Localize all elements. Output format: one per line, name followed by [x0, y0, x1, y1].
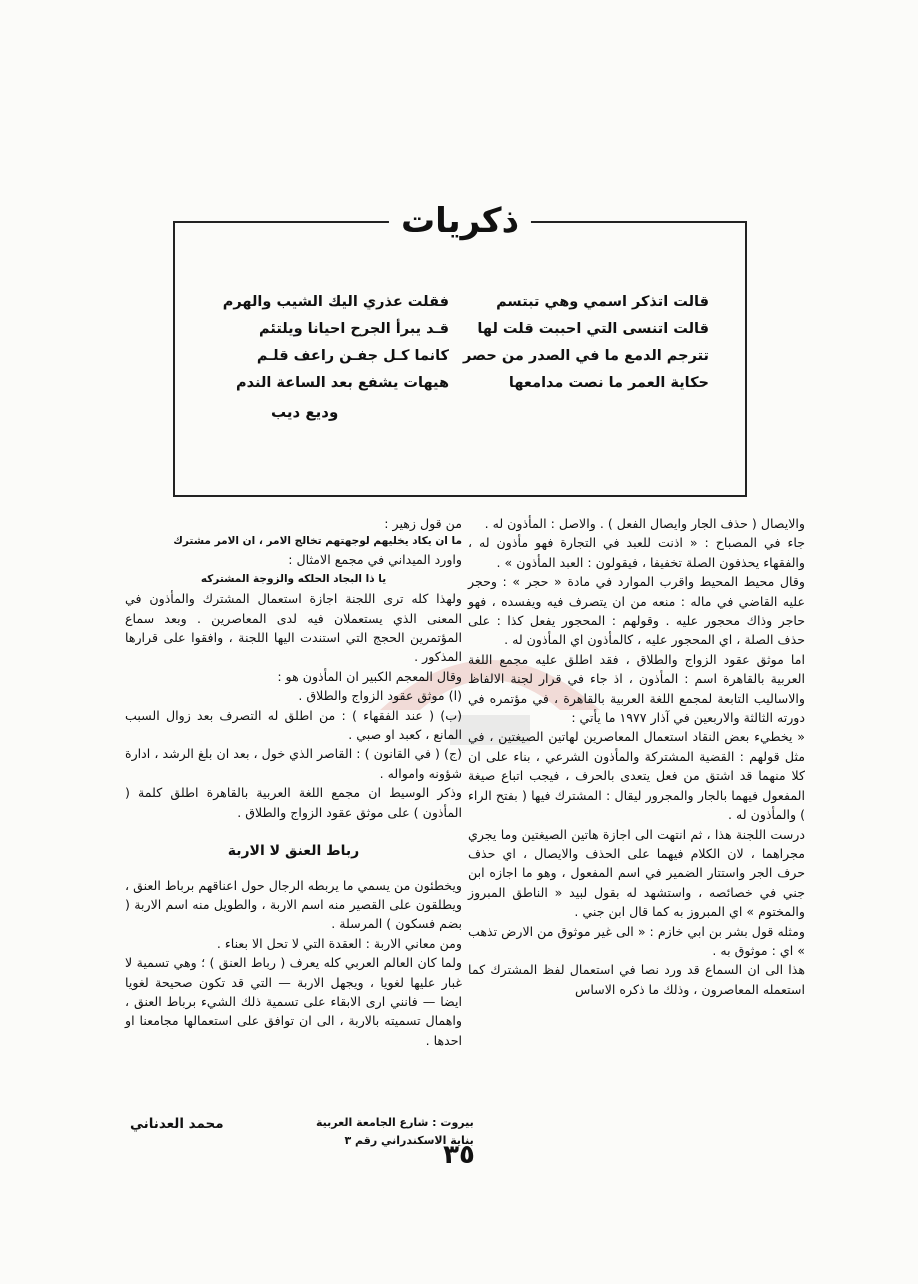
verse-first-hemistich: قالت اتنسى التي احببت قلت لها [477, 321, 709, 337]
address-line: بيروت : شارع الجامعة العربية [316, 1116, 474, 1129]
article-column-left [125, 514, 462, 1050]
paragraph: (ا) موثق عقود الزواج والطلاق . [298, 688, 462, 704]
paragraph: جاء في المصباح : « اذنت للعبد في التجارة فهو مأذون له ، والفقهاء يحذفون الصلة تخفيفا ، فيقولون : العبد المأذون » . [468, 535, 805, 570]
paragraph: والايصال ( حذف الجار وايصال الفعل ) . والاصل : المأذون له . [484, 516, 805, 531]
paragraph: ومن معاني الاربة : العقدة التي لا تحل الا بعناء . [216, 935, 462, 951]
paragraph: وقال محيط المحيط واقرب الموارد في مادة « حجر » : وحجر عليه القاضي في ماله : منعه من ان يتصرف فيه ويفسده ، فهو حاجر وذاك محجور عليه . وقولهم : المحجور يفعل كذا : على حذف الصلة ، اي المحجور عليه ، كالمأذون اي المأذون له . [468, 574, 805, 648]
article-column-right [468, 514, 805, 999]
paragraph: (ب) ( عند الفقهاء ) : من اطلق له التصرف بعد زوال السبب المانع ، كعبد او صبي . [125, 707, 462, 743]
paragraph: « يخطيء بعض النقاد استعمال المعاصرين لهاتين الصيغتين ، في مثل قولهم : القضية المشتركة والمأذون الشرعي ، بناء على ان كلا منهما قد اشتق من فعل يتعدى بالحرف ، فيجب اتباع صيغة المفعول فيهما بالجار والمجرور ليقال : المشترك فيها ( بفتح الراء ) والمأذون له . [468, 729, 805, 823]
poet-name: وديع ديب [271, 403, 339, 421]
verse-second-hemistich: قـد يبرأ الجرح احيانا ويلتئم [259, 321, 449, 337]
poem-verses [209, 289, 709, 397]
paragraph: اما موثق عقود الزواج والطلاق ، فقد اطلق عليه مجمع اللغة العربية بالقاهرة اسم : المأذون ، اذ جاء في قرار لجنة الالفاظ والاساليب التابعة لمجمع اللغة العربية بالقاهرة ، في مؤتمره في دورته الثالثة والاربعين في آذار ١٩٧٧ ما يأتي : [468, 651, 805, 726]
verse-second-hemistich: هيهات يشفع بعد الساعة الندم [236, 375, 449, 391]
poem-title: ذكريات [389, 199, 531, 243]
paragraph: وقال المعجم الكبير ان المأذون هو : [277, 668, 462, 684]
poem-verse [209, 316, 709, 343]
poem-verse [209, 370, 709, 397]
poem-verse [209, 289, 709, 316]
poem-box [173, 201, 747, 497]
paragraph: (ج) ( في القانون ) : القاصر الذي خول ، بعد ان بلغ الرشد ، ادارة شؤونه وامواله . [125, 746, 462, 781]
address-line: بناية الاسكندراني رقم ٣ [344, 1134, 474, 1147]
section-heading: رباط العنق لا الاربة [227, 843, 360, 860]
quoted-verse: ما ان يكاد يخليهم لوجهتهم تخالج الامر ، ان الامر مشترك [173, 535, 462, 548]
verse-second-hemistich: فقلت عذري اليك الشيب والهرم [222, 294, 449, 310]
verse-second-hemistich: كانما كـل جفـن راعف قلـم [256, 348, 449, 364]
poem-verse [209, 343, 709, 370]
verse-first-hemistich: قالت اتذكر اسمي وهي تبتسم [496, 294, 709, 310]
paragraph: درست اللجنة هذا ، ثم انتهت الى اجازة هاتين الصيغتين وما يجري مجراهما ، لان الكلام فيهما على الحذف والايصال ، اي حذف حرف الجر واستتار الضمير في اسم المفعول ، وهو ما اجازه ابن جني في خصائصه ، واستشهد له بقول لبيد « الناطق المبروز والمختوم » اي المبروز به كما قال ابن جني . [468, 826, 805, 920]
paragraph: وذكر الوسيط ان مجمع اللغة العربية بالقاهرة اطلق كلمة ( المأذون ) على موثق عقود الزواج والطلاق . [125, 785, 462, 820]
paragraph: هذا الى ان السماع قد ورد نصا في استعمال لفظ المشترك كما استعمله المعاصرون ، وذلك ما ذكره الاساس [468, 962, 805, 997]
paragraph: واورد الميداني في مجمع الامثال : [288, 552, 462, 568]
paragraph: ولهذا كله ترى اللجنة اجازة استعمال المشترك والمأذون في المعنى الذي يستعملان فيه لدى المعاصرين . وبعد سماع المؤتمرين الحجج التي استندت اليها اللجنة ، وافقوا على قرارها المذكور . [125, 591, 462, 665]
page-number: ٣٥ [443, 1140, 475, 1170]
quoted-proverb: يا ذا البجاد الحلكه والزوجة المشتركه [200, 572, 387, 585]
paragraph: ولما كان العالم العربي كله يعرف ( رباط العنق ) ؛ وهي تسمية لا غبار عليها لغويا ، ويجهل الاربة — التي قد تكون صحيحة لغويا ايضا — فانني ارى الابقاء على تسمية ذلك الشيء برباط العنق ، واهمال تسميته بالاربة ، الى ان توافق على استعمالها مجامعنا او احدها . [125, 955, 462, 1048]
paragraph: من قول زهير : [384, 516, 462, 531]
paragraph: ومثله قول بشر بن ابي خازم : « الى غير موثوق من الارض تذهب » اي : موثوق به . [468, 923, 805, 958]
author-name: محمد العدناني [130, 1116, 224, 1132]
verse-first-hemistich: حكاية العمر ما نصت مدامعها [508, 375, 709, 391]
verse-first-hemistich: تترجم الدمع ما في الصدر من حصر [463, 348, 709, 364]
paragraph: ويخطئون من يسمي ما يربطه الرجال حول اعناقهم برباط العنق ، ويطلقون على القصير منه اسم الاربة ، والطويل منه اسم الاربة ( بضم فسكون ) المرسلة . [125, 877, 462, 932]
